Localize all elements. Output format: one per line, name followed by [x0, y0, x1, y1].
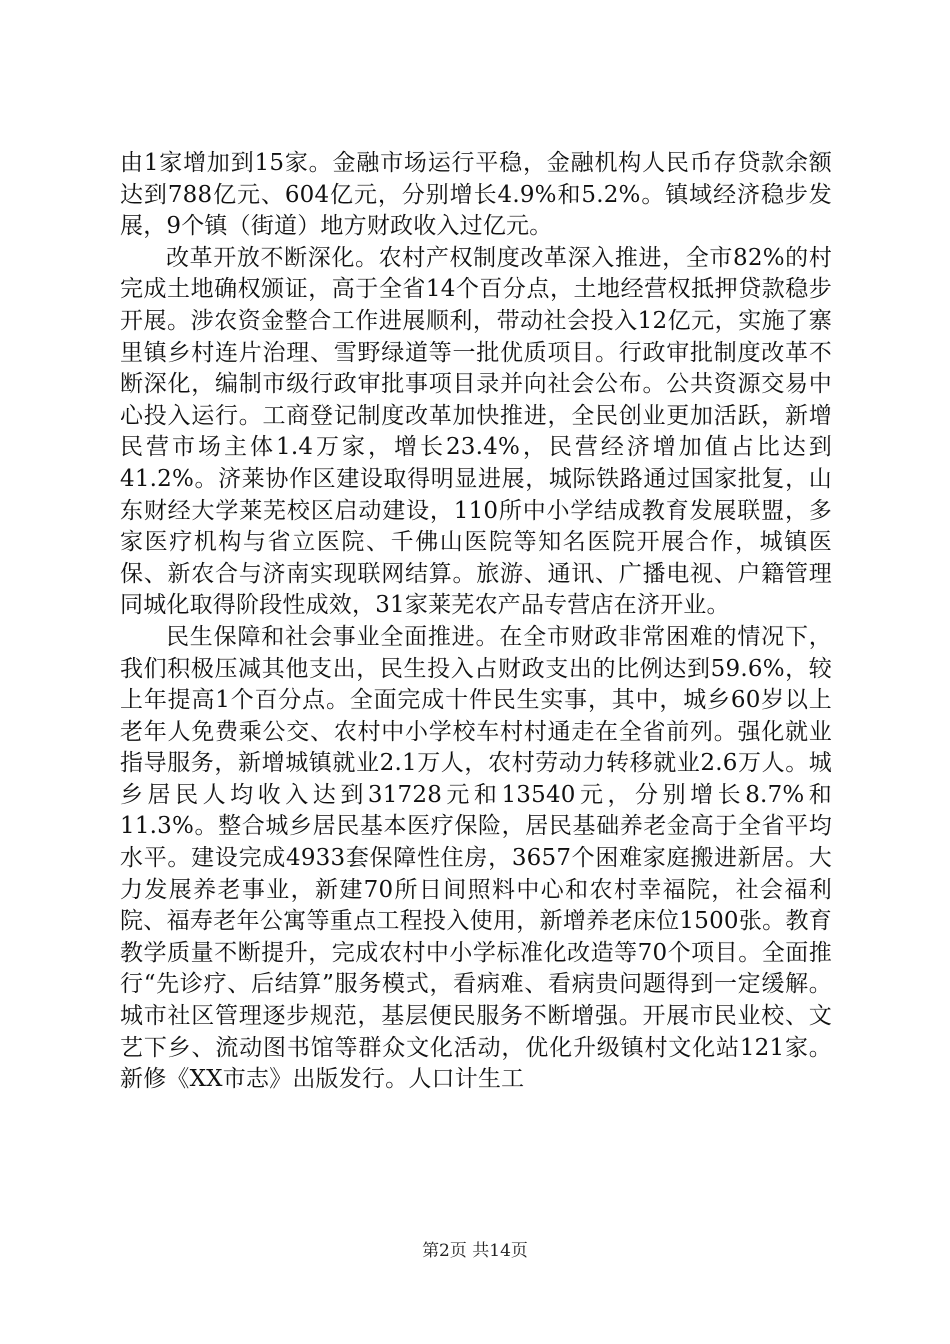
- page-number-footer: 第2页 共14页: [422, 1241, 528, 1261]
- document-body: [120, 148, 832, 1096]
- paragraph-reform-opening: 改革开放不断深化。农村产权制度改革深入推进，全市82%的村完成土地确权颁证，高于全省14个百分点，土地经营权抵押贷款稳步开展。涉农资金整合工作进展顺利，带动社会投入12亿元，实施了寨里镇乡村连片治理、雪野绿道等一批优质项目。行政审批制度改革不断深化，编制市级行政审批事项目录并向社会公布。公共资源交易中心投入运行。工商登记制度改革加快推进，全民创业更加活跃，新增民营市场主体1.4万家，增长23.4%，民营经济增加值占比达到41.2%。济莱协作区建设取得明显进展，城际铁路通过国家批复，山东财经大学莱芜校区启动建设，110所中小学结成教育发展联盟，多家医疗机构与省立医院、千佛山医院等知名医院开展合作，城镇医保、新农合与济南实现联网结算。旅游、通讯、广播电视、户籍管理同城化取得阶段性成效，31家莱芜农产品专营店在济开业。: [120, 244, 832, 619]
- paragraph-continuation: 由1家增加到15家。金融市场运行平稳，金融机构人民币存贷款余额达到788亿元、604亿元，分别增长4.9%和5.2%。镇域经济稳步发展，9个镇（街道）地方财政收入过亿元。: [120, 150, 832, 240]
- paragraph-livelihood: 民生保障和社会事业全面推进。在全市财政非常困难的情况下，我们积极压减其他支出，民生投入占财政支出的比例达到59.6%，较上年提高1个百分点。全面完成十件民生实事，其中，城乡60岁以上老年人免费乘公交、农村中小学校车村村通走在全省前列。强化就业指导服务，新增城镇就业2.1万人，农村劳动力转移就业2.6万人。城乡居民人均收入达到31728元和13540元，分别增长8.7%和11.3%。整合城乡居民基本医疗保险，居民基础养老金高于全省平均水平。建设完成4933套保障性住房，3657个困难家庭搬进新居。大力发展养老事业，新建70所日间照料中心和农村幸福院，社会福利院、福寿老年公寓等重点工程投入使用，新增养老床位1500张。教育教学质量不断提升，完成农村中小学标准化改造等70个项目。全面推行“先诊疗、后结算”服务模式，看病难、看病贵问题得到一定缓解。城市社区管理逐步规范，基层便民服务不断增强。开展市民业校、文艺下乡、流动图书馆等群众文化活动，优化升级镇村文化站121家。新修《XX市志》出版发行。人口计生工: [120, 623, 832, 1093]
